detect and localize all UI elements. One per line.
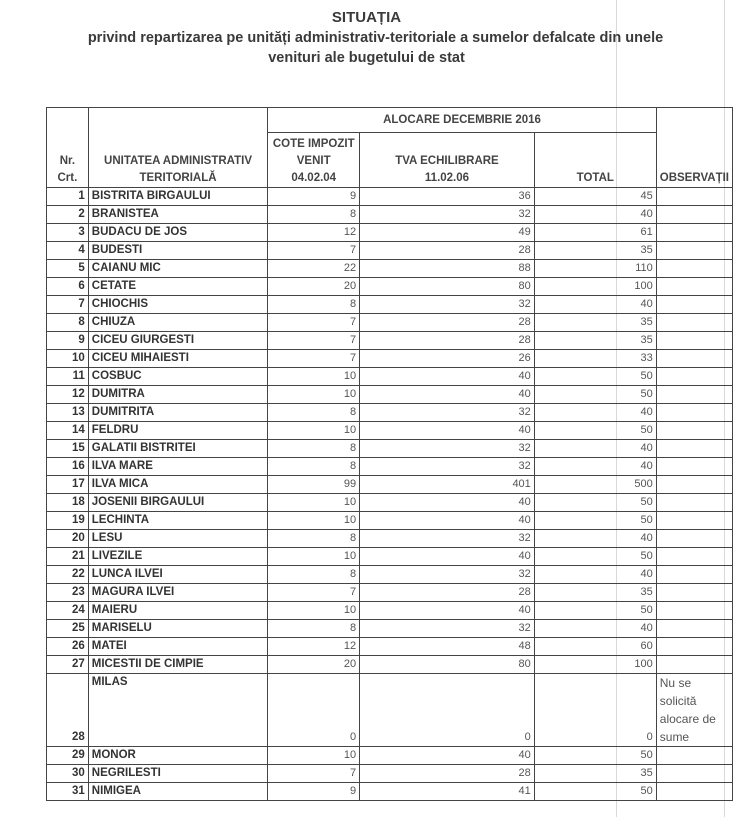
total-value: 40 bbox=[534, 458, 656, 476]
observatii-value bbox=[656, 422, 732, 440]
total-value: 100 bbox=[534, 656, 656, 674]
table-row bbox=[47, 440, 733, 458]
observatii-value bbox=[656, 242, 732, 260]
unit-name: JOSENII BIRGAULUI bbox=[88, 494, 267, 512]
tva-echilibrare-value: 41 bbox=[360, 783, 535, 801]
tva-echilibrare-value: 48 bbox=[360, 638, 535, 656]
unit-name: CAIANU MIC bbox=[88, 260, 267, 278]
table-row bbox=[47, 224, 733, 242]
observatii-value bbox=[656, 638, 732, 656]
unit-name: LECHINTA bbox=[88, 512, 267, 530]
observatii-value bbox=[656, 332, 732, 350]
table-row bbox=[47, 188, 733, 206]
tva-echilibrare-value: 80 bbox=[360, 278, 535, 296]
tva-echilibrare-value: 40 bbox=[360, 368, 535, 386]
table-row bbox=[47, 476, 733, 494]
unit-name: MARISELU bbox=[88, 620, 267, 638]
table-row bbox=[47, 620, 733, 638]
unit-name: MAIERU bbox=[88, 602, 267, 620]
cote-impozit-value: 10 bbox=[268, 548, 360, 566]
unit-name: MAGURA ILVEI bbox=[88, 584, 267, 602]
table-row bbox=[47, 638, 733, 656]
cote-impozit-value: 8 bbox=[268, 458, 360, 476]
table-row bbox=[47, 332, 733, 350]
unit-name: BISTRITA BIRGAULUI bbox=[88, 188, 267, 206]
observatii-value bbox=[656, 512, 732, 530]
table-row bbox=[47, 584, 733, 602]
header-tva-line1: TVA ECHILIBRARE bbox=[395, 155, 499, 167]
header-nr-label: Nr. bbox=[59, 155, 76, 167]
unit-name: LIVEZILE bbox=[88, 548, 267, 566]
tva-echilibrare-value: 28 bbox=[360, 242, 535, 260]
unit-name: LUNCA ILVEI bbox=[88, 566, 267, 584]
row-number: 7 bbox=[47, 296, 89, 314]
cote-impozit-value: 8 bbox=[268, 566, 360, 584]
observatii-value bbox=[656, 530, 732, 548]
total-value: 61 bbox=[534, 224, 656, 242]
row-number: 9 bbox=[47, 332, 89, 350]
tva-echilibrare-value: 32 bbox=[360, 206, 535, 224]
total-value: 33 bbox=[534, 350, 656, 368]
tva-echilibrare-value: 32 bbox=[360, 530, 535, 548]
unit-name: GALATII BISTRITEI bbox=[88, 440, 267, 458]
table-row bbox=[47, 512, 733, 530]
tva-echilibrare-value: 32 bbox=[360, 566, 535, 584]
tva-echilibrare-value: 80 bbox=[360, 656, 535, 674]
cote-impozit-value: 7 bbox=[268, 314, 360, 332]
header-observatii: OBSERVAȚII bbox=[656, 108, 732, 188]
header-row-group bbox=[47, 108, 733, 133]
cote-impozit-value: 8 bbox=[268, 530, 360, 548]
unit-name: NEGRILESTI bbox=[88, 765, 267, 783]
total-value: 40 bbox=[534, 620, 656, 638]
tva-echilibrare-value: 88 bbox=[360, 260, 535, 278]
row-number: 12 bbox=[47, 386, 89, 404]
cote-impozit-value: 10 bbox=[268, 602, 360, 620]
header-unit-line2: TERITORIALĂ bbox=[139, 172, 217, 184]
row-number: 1 bbox=[47, 188, 89, 206]
tva-echilibrare-value: 26 bbox=[360, 350, 535, 368]
table-row bbox=[47, 296, 733, 314]
row-number: 23 bbox=[47, 584, 89, 602]
header-cote-line2: VENIT bbox=[296, 155, 331, 167]
document-subtitle-line2: venituri ale bugetului de stat bbox=[268, 50, 465, 66]
cote-impozit-value: 8 bbox=[268, 404, 360, 422]
tva-echilibrare-value: 40 bbox=[360, 602, 535, 620]
document-subtitle-line1: privind repartizarea pe unități administrativ-teritoriale a sumelor defalcate din unele bbox=[87, 30, 664, 46]
unit-name: MILAS bbox=[88, 674, 267, 747]
row-number: 3 bbox=[47, 224, 89, 242]
table-row bbox=[47, 422, 733, 440]
row-number: 5 bbox=[47, 260, 89, 278]
total-value: 45 bbox=[534, 188, 656, 206]
cote-impozit-value: 9 bbox=[268, 783, 360, 801]
observatii-value bbox=[656, 566, 732, 584]
observatii-value bbox=[656, 656, 732, 674]
tva-echilibrare-value: 49 bbox=[360, 224, 535, 242]
row-number: 21 bbox=[47, 548, 89, 566]
cote-impozit-value: 0 bbox=[268, 674, 360, 747]
cote-impozit-value: 7 bbox=[268, 242, 360, 260]
row-number: 29 bbox=[47, 747, 89, 765]
header-tva-line2: 11.02.06 bbox=[424, 172, 470, 184]
tva-echilibrare-value: 28 bbox=[360, 332, 535, 350]
unit-name: LESU bbox=[88, 530, 267, 548]
unit-name: BUDACU DE JOS bbox=[88, 224, 267, 242]
tva-echilibrare-value: 40 bbox=[360, 386, 535, 404]
observatii-value bbox=[656, 602, 732, 620]
row-number: 4 bbox=[47, 242, 89, 260]
observatii-value bbox=[656, 584, 732, 602]
unit-name: MONOR bbox=[88, 747, 267, 765]
tva-echilibrare-value: 28 bbox=[360, 765, 535, 783]
table-row bbox=[47, 206, 733, 224]
row-number: 8 bbox=[47, 314, 89, 332]
observatii-value bbox=[656, 314, 732, 332]
table-row bbox=[47, 548, 733, 566]
cote-impozit-value: 8 bbox=[268, 440, 360, 458]
header-crt-label: Crt. bbox=[57, 172, 78, 184]
cote-impozit-value: 8 bbox=[268, 620, 360, 638]
unit-name: COSBUC bbox=[88, 368, 267, 386]
observatii-value bbox=[656, 368, 732, 386]
row-number: 19 bbox=[47, 512, 89, 530]
observatii-value bbox=[656, 440, 732, 458]
header-cote-line1: COTE IMPOZIT bbox=[272, 138, 355, 150]
row-number: 26 bbox=[47, 638, 89, 656]
header-cote-impozit bbox=[268, 133, 360, 188]
total-value: 40 bbox=[534, 566, 656, 584]
observatii-value bbox=[656, 494, 732, 512]
unit-name: FELDRU bbox=[88, 422, 267, 440]
total-value: 0 bbox=[534, 674, 656, 747]
unit-name: BUDESTI bbox=[88, 242, 267, 260]
total-value: 40 bbox=[534, 404, 656, 422]
total-value: 60 bbox=[534, 638, 656, 656]
total-value: 50 bbox=[534, 548, 656, 566]
unit-name: BRANISTEA bbox=[88, 206, 267, 224]
total-value: 40 bbox=[534, 206, 656, 224]
tva-echilibrare-value: 401 bbox=[360, 476, 535, 494]
observatii-value bbox=[656, 620, 732, 638]
cote-impozit-value: 12 bbox=[268, 638, 360, 656]
cote-impozit-value: 99 bbox=[268, 476, 360, 494]
header-unit bbox=[88, 108, 267, 188]
table-row bbox=[47, 458, 733, 476]
observatii-value: Nu se solicită alocare de sume bbox=[656, 674, 732, 747]
tva-echilibrare-value: 32 bbox=[360, 296, 535, 314]
table-row bbox=[47, 278, 733, 296]
total-value: 40 bbox=[534, 530, 656, 548]
total-value: 40 bbox=[534, 440, 656, 458]
table-row bbox=[47, 656, 733, 674]
row-number: 28 bbox=[47, 674, 89, 747]
tva-echilibrare-value: 32 bbox=[360, 404, 535, 422]
total-value: 50 bbox=[534, 422, 656, 440]
header-unit-line1: UNITATEA ADMINISTRATIV bbox=[104, 155, 253, 167]
cote-impozit-value: 20 bbox=[268, 656, 360, 674]
cote-impozit-value: 7 bbox=[268, 765, 360, 783]
observatii-value bbox=[656, 188, 732, 206]
header-allocation-group: ALOCARE DECEMBRIE 2016 bbox=[268, 108, 657, 133]
table-row bbox=[47, 242, 733, 260]
row-number: 31 bbox=[47, 783, 89, 801]
table-row bbox=[47, 350, 733, 368]
row-number: 24 bbox=[47, 602, 89, 620]
cote-impozit-value: 10 bbox=[268, 422, 360, 440]
tva-echilibrare-value: 40 bbox=[360, 747, 535, 765]
row-number: 15 bbox=[47, 440, 89, 458]
tva-echilibrare-value: 28 bbox=[360, 314, 535, 332]
tva-echilibrare-value: 40 bbox=[360, 494, 535, 512]
cote-impozit-value: 8 bbox=[268, 296, 360, 314]
row-number: 10 bbox=[47, 350, 89, 368]
total-value: 35 bbox=[534, 314, 656, 332]
observatii-value bbox=[656, 458, 732, 476]
total-value: 50 bbox=[534, 494, 656, 512]
table-row bbox=[47, 386, 733, 404]
tva-echilibrare-value: 28 bbox=[360, 584, 535, 602]
observatii-value bbox=[656, 548, 732, 566]
cote-impozit-value: 10 bbox=[268, 386, 360, 404]
cote-impozit-value: 22 bbox=[268, 260, 360, 278]
cote-impozit-value: 10 bbox=[268, 494, 360, 512]
cote-impozit-value: 8 bbox=[268, 206, 360, 224]
total-value: 35 bbox=[534, 242, 656, 260]
table-row bbox=[47, 602, 733, 620]
unit-name: CICEU MIHAIESTI bbox=[88, 350, 267, 368]
total-value: 35 bbox=[534, 584, 656, 602]
row-number: 30 bbox=[47, 765, 89, 783]
observatii-value bbox=[656, 765, 732, 783]
row-number: 11 bbox=[47, 368, 89, 386]
observatii-value bbox=[656, 278, 732, 296]
tva-echilibrare-value: 32 bbox=[360, 440, 535, 458]
row-number: 6 bbox=[47, 278, 89, 296]
unit-name: CETATE bbox=[88, 278, 267, 296]
document-title: SITUAȚIA bbox=[331, 9, 402, 26]
table-row bbox=[47, 674, 733, 747]
header-total: TOTAL bbox=[534, 133, 656, 188]
cote-impozit-value: 10 bbox=[268, 368, 360, 386]
cote-impozit-value: 20 bbox=[268, 278, 360, 296]
table-row bbox=[47, 747, 733, 765]
unit-name: MATEI bbox=[88, 638, 267, 656]
row-number: 13 bbox=[47, 404, 89, 422]
unit-name: ILVA MICA bbox=[88, 476, 267, 494]
tva-echilibrare-value: 32 bbox=[360, 620, 535, 638]
unit-name: CHIOCHIS bbox=[88, 296, 267, 314]
total-value: 500 bbox=[534, 476, 656, 494]
table-row bbox=[47, 494, 733, 512]
cote-impozit-value: 12 bbox=[268, 224, 360, 242]
observatii-value bbox=[656, 747, 732, 765]
tva-echilibrare-value: 40 bbox=[360, 512, 535, 530]
total-value: 110 bbox=[534, 260, 656, 278]
cote-impozit-value: 10 bbox=[268, 512, 360, 530]
table-row bbox=[47, 566, 733, 584]
cote-impozit-value: 7 bbox=[268, 584, 360, 602]
tva-echilibrare-value: 32 bbox=[360, 458, 535, 476]
unit-name: NIMIGEA bbox=[88, 783, 267, 801]
unit-name: MICESTII DE CIMPIE bbox=[88, 656, 267, 674]
unit-name: DUMITRA bbox=[88, 386, 267, 404]
header-tva-echilibrare bbox=[360, 133, 535, 188]
observatii-value bbox=[656, 224, 732, 242]
observatii-value bbox=[656, 386, 732, 404]
row-number: 14 bbox=[47, 422, 89, 440]
cote-impozit-value: 10 bbox=[268, 747, 360, 765]
total-value: 35 bbox=[534, 765, 656, 783]
row-number: 20 bbox=[47, 530, 89, 548]
unit-name: CHIUZA bbox=[88, 314, 267, 332]
row-number: 17 bbox=[47, 476, 89, 494]
row-number: 22 bbox=[47, 566, 89, 584]
total-value: 50 bbox=[534, 783, 656, 801]
cote-impozit-value: 9 bbox=[268, 188, 360, 206]
row-number: 27 bbox=[47, 656, 89, 674]
unit-name: CICEU GIURGESTI bbox=[88, 332, 267, 350]
total-value: 50 bbox=[534, 512, 656, 530]
row-number: 16 bbox=[47, 458, 89, 476]
row-number: 2 bbox=[47, 206, 89, 224]
cote-impozit-value: 7 bbox=[268, 332, 360, 350]
tva-echilibrare-value: 36 bbox=[360, 188, 535, 206]
total-value: 40 bbox=[534, 296, 656, 314]
total-value: 50 bbox=[534, 747, 656, 765]
tva-echilibrare-value: 0 bbox=[360, 674, 535, 747]
table-row bbox=[47, 530, 733, 548]
observatii-value bbox=[656, 260, 732, 278]
table-row bbox=[47, 404, 733, 422]
tva-echilibrare-value: 40 bbox=[360, 422, 535, 440]
table-row bbox=[47, 368, 733, 386]
total-value: 50 bbox=[534, 602, 656, 620]
total-value: 50 bbox=[534, 386, 656, 404]
allocation-table bbox=[46, 107, 733, 801]
tva-echilibrare-value: 40 bbox=[360, 548, 535, 566]
observatii-value bbox=[656, 404, 732, 422]
table-row bbox=[47, 260, 733, 278]
unit-name: DUMITRITA bbox=[88, 404, 267, 422]
cote-impozit-value: 7 bbox=[268, 350, 360, 368]
header-cote-line3: 04.02.04 bbox=[291, 172, 337, 184]
observatii-value bbox=[656, 350, 732, 368]
total-value: 35 bbox=[534, 332, 656, 350]
table-row bbox=[47, 314, 733, 332]
table-row bbox=[47, 783, 733, 801]
total-value: 100 bbox=[534, 278, 656, 296]
row-number: 25 bbox=[47, 620, 89, 638]
observatii-value bbox=[656, 206, 732, 224]
observatii-value bbox=[656, 783, 732, 801]
header-nr-crt bbox=[47, 108, 89, 188]
unit-name: ILVA MARE bbox=[88, 458, 267, 476]
observatii-value bbox=[656, 296, 732, 314]
total-value: 50 bbox=[534, 368, 656, 386]
row-number: 18 bbox=[47, 494, 89, 512]
observatii-value bbox=[656, 476, 732, 494]
table-row bbox=[47, 765, 733, 783]
